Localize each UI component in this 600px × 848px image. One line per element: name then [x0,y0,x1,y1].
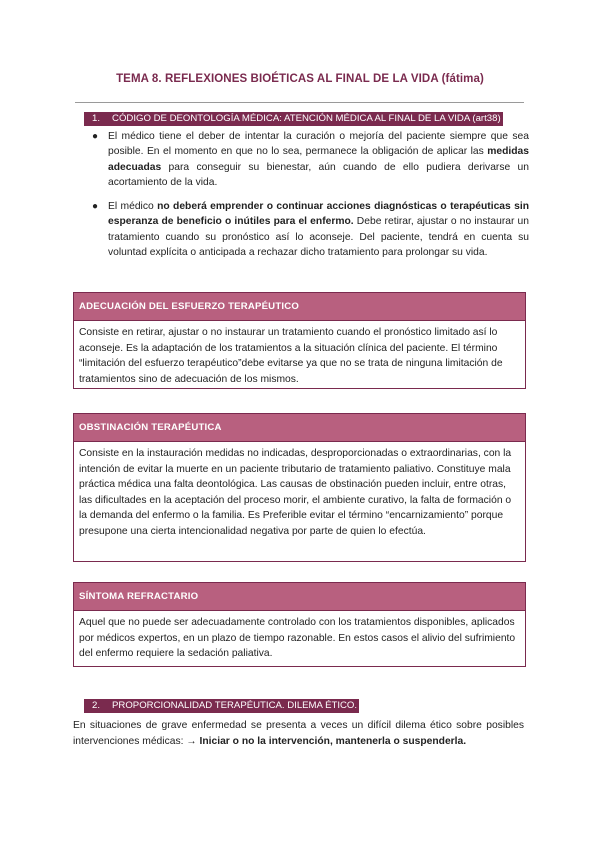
bullet-text-post: para conseguir su bienestar, aún cuando de ello pudiera derivarse un acortamiento de la vida. [108,161,529,188]
definition-box-heading: SÍNTOMA REFRACTARIO [74,583,525,611]
bullet-text-pre: El médico [108,201,158,213]
bullet-text-bold: medidas adecuadas [108,146,529,173]
bullet-item [92,199,529,260]
definition-box-obstinacion [73,413,526,562]
closing-paragraph [73,718,524,750]
section-2-number: 2. [84,699,108,713]
section-2-title: PROPORCIONALIDAD TERAPÉUTICA. DILEMA ÉTICO. [108,699,359,713]
definition-box-adecuacion [73,292,526,389]
definition-box-body: Aquel que no puede ser adecuadamente controlado con los tratamientos disponibles, aplicados por médicos expertos, en un plazo de tiempo razonable. En estos casos el alivio del sufrimiento del enfermo requiere la sedación paliativa. [79,617,516,660]
bullet-text-post: Debe retirar, ajustar o no instaurar un tratamiento cuando su pronóstico así lo aconseje. Del paciente, tendrá en cuenta su voluntad explícita o anticipada a rechazar dicho tratamiento para prolongar su vida. [108,216,529,259]
bullet-text-bold: no deberá emprender o continuar acciones diagnósticas o terapéuticas sin esperanza de beneficio o inútiles para el enfermo. [108,201,529,228]
section-1-title: CÓDIGO DE DEONTOLOGÍA MÉDICA: ATENCIÓN MÉDICA AL FINAL DE LA VIDA (art38) [108,112,503,126]
closing-text-bold: Iniciar o no la intervención, mantenerla o suspenderla. [199,736,467,747]
bullet-item [92,129,529,190]
definition-box-sintoma-refractario [73,582,526,667]
definition-box-body: Consiste en la instauración medidas no indicadas, desproporcionadas o extraordinarias, con la intención de evitar la muerte en un paciente tributario de tratamiento paliativo. Constituye mala práctica médica una falta deontológica. Las causas de obstinación pueden incluir, entre otras, las dificultades en la aceptación del proceso morir, el ambiente curativo, la falta de formación o la demanda del enfermo o la familia. Es Preferible evitar el término “encarnizamiento” porque presupone una cierta intencionalidad negativa por parte de quien lo efectúa. [79,448,512,537]
definition-box-body: Consiste en retirar, ajustar o no instaurar un tratamiento cuando el pronóstico limitado así lo aconseje. Es la adaptación de los tratamientos a la situación clínica del paciente. El término “limitación del esfuerzo terapéutico”debe evitarse ya que no se trata de ninguna limitación de tratamientos sino de adecuación de los mismos. [79,327,503,385]
bullet-dot-icon: ● [92,201,99,213]
definition-box-heading: ADECUACIÓN DEL ESFUERZO TERAPÉUTICO [74,293,525,321]
closing-text-pre: En situaciones de grave enfermedad se presenta a veces un difícil dilema ético sobre posibles intervenciones médicas: → [73,720,524,747]
definition-box-heading: OBSTINACIÓN TERAPÉUTICA [74,414,525,442]
page-title: TEMA 8. REFLEXIONES BIOÉTICAS AL FINAL DE LA VIDA (fátima) [116,73,484,85]
article-38-bullets [92,129,529,269]
bullet-dot-icon: ● [92,131,99,142]
section-1-heading [84,112,503,126]
section-2-heading [84,699,359,713]
bullet-text-pre: El médico tiene el deber de intentar la curación o mejoría del paciente siempre que sea posible. En el momento en que no lo sea, permanece la obligación de aplicar las [108,131,529,158]
title-divider [75,102,524,103]
section-1-number: 1. [84,112,108,126]
